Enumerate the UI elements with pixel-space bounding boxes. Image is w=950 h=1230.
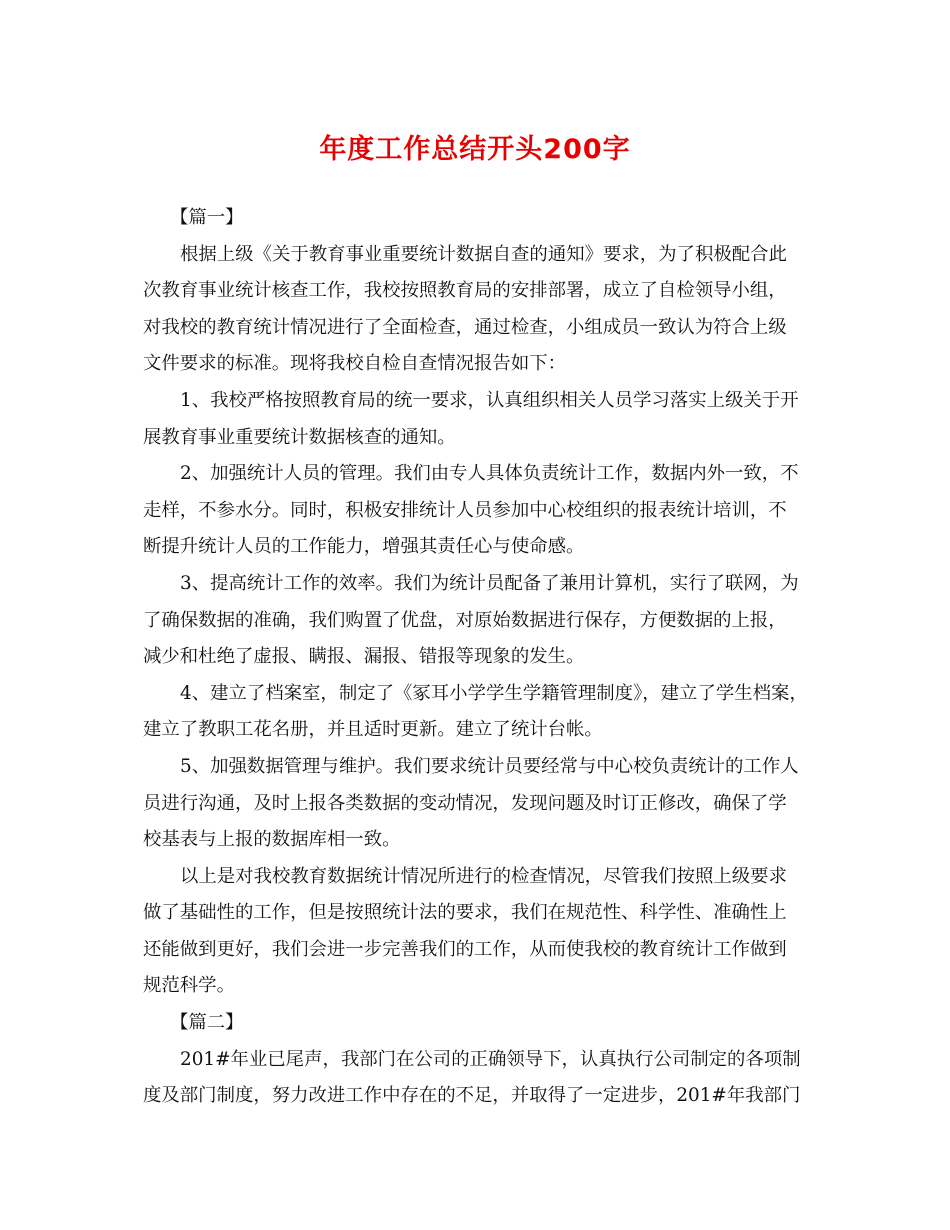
- paragraph-line: 文件要求的标准。现将我校自检自查情况报告如下：: [143, 353, 566, 375]
- paragraph-line: 展教育事业重要统计数据核查的通知。: [143, 426, 456, 448]
- document-body: [143, 200, 807, 1115]
- paragraph-line: 走样，不参水分。同时，积极安排统计人员参加中心校组织的报表统计培训，不: [143, 499, 787, 521]
- paragraph-line: 4、建立了档案室，制定了《冢耳小学学生学籍管理制度》，建立了学生档案，: [180, 682, 808, 704]
- paragraph-line: 减少和杜绝了虚报、瞒报、漏报、错报等现象的发生。: [143, 646, 585, 668]
- paragraph-line: 3、提高统计工作的效率。我们为统计员配备了兼用计算机，实行了联网，为: [180, 572, 799, 594]
- paragraph-line: 2、加强统计人员的管理。我们由专人具体负责统计工作，数据内外一致，不: [180, 463, 799, 485]
- paragraph-line: 还能做到更好，我们会进一步完善我们的工作，从而使我校的教育统计工作做到: [143, 938, 787, 960]
- paragraph-line: 以上是对我校教育数据统计情况所进行的检查情况，尽管我们按照上级要求: [180, 865, 787, 887]
- paragraph-line: 5、加强数据管理与维护。我们要求统计员要经常与中心校负责统计的工作人: [180, 755, 799, 777]
- document-title: 年度工作总结开头200字: [319, 134, 631, 165]
- paragraph-line: 对我校的教育统计情况进行了全面检查，通过检查，小组成员一致认为符合上级: [143, 316, 787, 338]
- paragraph-line: 员进行沟通，及时上报各类数据的变动情况，发现问题及时订正修改，确保了学: [143, 792, 787, 814]
- paragraph-line: 了确保数据的准确，我们购置了优盘，对原始数据进行保存，方便数据的上报，: [143, 609, 787, 631]
- section-heading: 【篇二】: [170, 1012, 244, 1034]
- paragraph-line: 根据上级《关于教育事业重要统计数据自查的通知》要求，为了积极配合此: [180, 243, 787, 265]
- paragraph-line: 1、我校严格按照教育局的统一要求，认真组织相关人员学习落实上级关于开: [180, 389, 799, 411]
- paragraph-line: 度及部门制度，努力改进工作中存在的不足，并取得了一定进步，201#年我部门: [143, 1085, 801, 1107]
- paragraph-line: 校基表与上报的数据库相一致。: [143, 829, 401, 851]
- paragraph-line: 201#年业已尾声，我部门在公司的正确领导下，认真执行公司制定的各项制: [180, 1048, 801, 1070]
- paragraph-line: 规范科学。: [143, 975, 235, 997]
- paragraph-line: 断提升统计人员的工作能力，增强其责任心与使命感。: [143, 536, 585, 558]
- section-heading: 【篇一】: [170, 207, 244, 228]
- paragraph-line: 做了基础性的工作，但是按照统计法的要求，我们在规范性、科学性、准确性上: [143, 902, 787, 924]
- paragraph-line: 次教育事业统计核查工作，我校按照教育局的安排部署，成立了自检领导小组，: [143, 280, 787, 302]
- paragraph-line: 建立了教职工花名册，并且适时更新。建立了统计台帐。: [143, 719, 603, 741]
